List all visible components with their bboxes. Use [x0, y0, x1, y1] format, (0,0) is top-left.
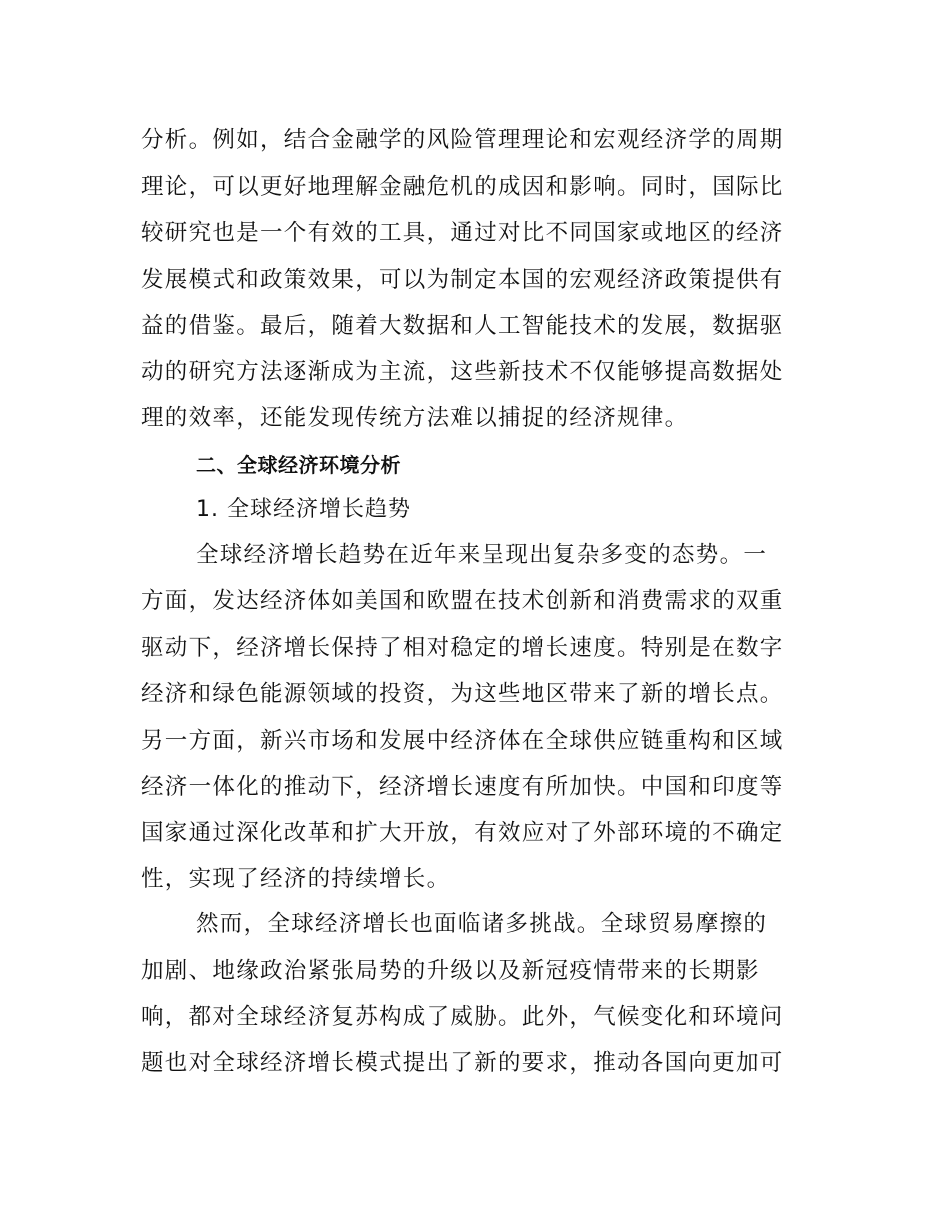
text-line: 发展模式和政策效果，可以为制定本国的宏观经济政策提供有 — [141, 267, 784, 293]
text-line: 驱动下，经济增长保持了相对稳定的增长速度。特别是在数字 — [141, 635, 784, 661]
text-line: 响，都对全球经济复苏构成了威胁。此外，气候变化和环境问 — [141, 1004, 784, 1030]
section-heading: 二、全球经济环境分析 — [196, 453, 401, 477]
text-line: 题也对全球经济增长模式提出了新的要求，推动各国向更加可 — [141, 1050, 784, 1076]
text-line: 全球经济增长趋势在近年来呈现出复杂多变的态势。一 — [196, 542, 768, 568]
text-line: 动的研究方法逐渐成为主流，这些新技术不仅能够提高数据处 — [141, 359, 784, 385]
text-line: 另一方面，新兴市场和发展中经济体在全球供应链重构和区域 — [141, 728, 784, 754]
text-line: 益的借鉴。最后，随着大数据和人工智能技术的发展，数据驱 — [141, 313, 784, 339]
text-line: 国家通过深化改革和扩大开放，有效应对了外部环境的不确定 — [141, 820, 784, 846]
text-line: 经济和绿色能源领域的投资，为这些地区带来了新的增长点。 — [141, 681, 784, 707]
text-line: 加剧、地缘政治紧张局势的升级以及新冠疫情带来的长期影 — [141, 958, 760, 984]
text-line: 分析。例如，结合金融学的风险管理理论和宏观经济学的周期 — [141, 127, 784, 153]
text-line: 经济一体化的推动下，经济增长速度有所加快。中国和印度等 — [141, 774, 784, 800]
text-line: 理的效率，还能发现传统方法难以捕捉的经济规律。 — [141, 405, 689, 431]
text-line: 然而，全球经济增长也面临诸多挑战。全球贸易摩擦的 — [196, 911, 768, 937]
text-line: 理论，可以更好地理解金融危机的成因和影响。同时，国际比 — [141, 174, 784, 200]
text-line: 方面，发达经济体如美国和欧盟在技术创新和消费需求的双重 — [141, 588, 784, 614]
text-line: 较研究也是一个有效的工具，通过对比不同国家或地区的经济 — [141, 220, 784, 246]
subsection-heading: 1. 全球经济增长趋势 — [196, 497, 411, 522]
text-line: 性，实现了经济的持续增长。 — [141, 866, 451, 892]
